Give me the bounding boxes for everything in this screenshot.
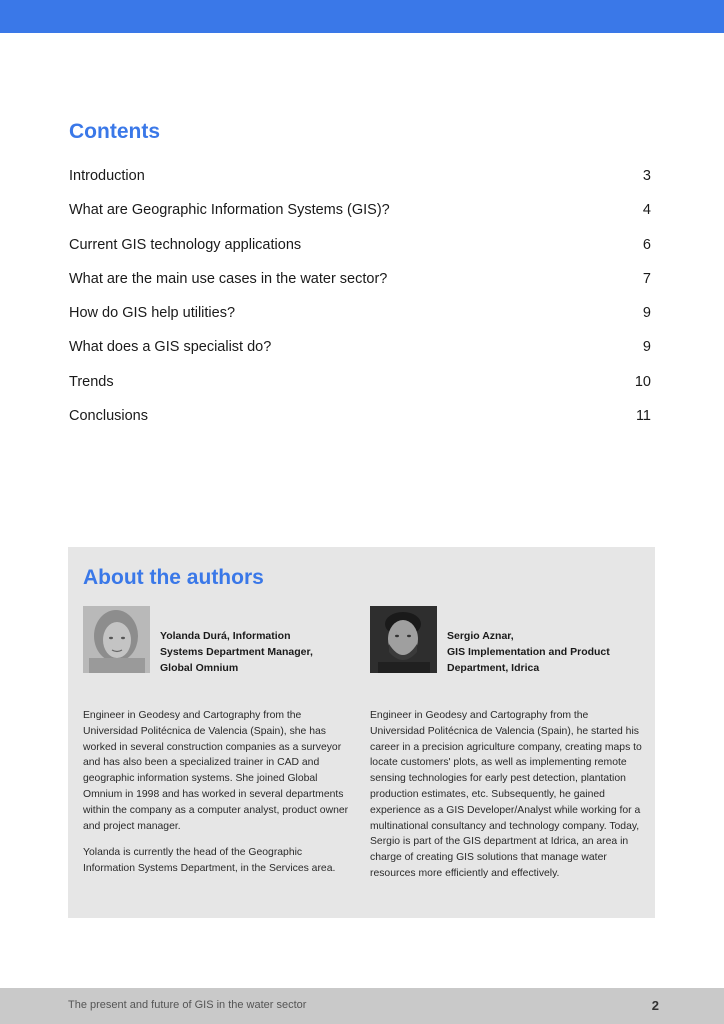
toc-page-number: 9 <box>642 305 651 322</box>
toc-row[interactable] <box>69 271 651 305</box>
footer-title: The present and future of GIS in the water sector <box>68 999 307 1011</box>
author-bio <box>370 708 642 893</box>
toc-label: Introduction <box>69 168 145 184</box>
top-accent-bar <box>0 0 724 33</box>
toc-label: Trends <box>69 373 114 390</box>
about-authors-box <box>68 547 655 918</box>
author-photo <box>370 606 437 673</box>
bio-paragraph: Engineer in Geodesy and Cartography from the Universidad Politécnica de Valencia (Spain), she has worked in several construction companies as a surveyor and has also been a specialized trainer in CAD and geographic information systems. She joined Global Omnium in 1998 and has worked in several departments within the company as a computer analyst, product owner and project manager. <box>83 710 349 832</box>
toc-label: What are the main use cases in the water sector? <box>69 270 388 287</box>
page-footer <box>0 988 724 1024</box>
toc-row[interactable] <box>69 305 651 339</box>
author-name: Sergio Aznar, GIS Implementation and Product Department, Idrica <box>447 630 610 674</box>
author-name: Yolanda Durá, Information Systems Department Manager, Global Omnium <box>160 630 313 674</box>
author-photo <box>83 606 150 673</box>
bio-paragraph: Engineer in Geodesy and Cartography from the Universidad Politécnica de Valencia (Spain), he started his career in a precision agriculture company, creating maps to locate customers' plots, as well as implementing remote sensing technologies for early pest detection, plantation production estimates, etc. Subsequently, he gained experience as a GIS Developer/Analyst while working for a multinational consultancy and technology company. Today, Sergio is part of the GIS department at Idrica, an area in charge of creating GIS solutions that manage water resources more efficiently and effectively. <box>370 710 642 879</box>
toc-page-number: 11 <box>635 408 651 425</box>
toc-page-number: 6 <box>642 236 651 253</box>
toc-page-number: 9 <box>642 339 651 356</box>
toc-label: Current GIS technology applications <box>69 236 302 253</box>
about-authors-title: About the authors <box>83 566 264 589</box>
contents-title: Contents <box>69 120 160 143</box>
bio-paragraph: Yolanda is currently the head of the Geographic Information Systems Department, in the Services area. <box>83 847 336 875</box>
toc-label: Conclusions <box>69 408 148 425</box>
toc-row[interactable] <box>69 339 651 373</box>
table-of-contents <box>69 168 651 442</box>
toc-page-number: 10 <box>634 373 651 390</box>
footer-page-number: 2 <box>651 998 659 1013</box>
toc-row[interactable] <box>69 237 651 271</box>
toc-label: What are Geographic Information Systems (GIS)? <box>69 202 390 219</box>
toc-row[interactable] <box>69 408 651 442</box>
toc-row[interactable] <box>69 168 651 202</box>
author-bio <box>83 708 355 888</box>
toc-row[interactable] <box>69 374 651 408</box>
toc-page-number: 4 <box>642 202 651 219</box>
toc-row[interactable] <box>69 202 651 236</box>
toc-label: How do GIS help utilities? <box>69 305 236 322</box>
toc-page-number: 7 <box>642 270 651 287</box>
toc-page-number: 3 <box>642 168 651 184</box>
toc-label: What does a GIS specialist do? <box>69 339 272 356</box>
